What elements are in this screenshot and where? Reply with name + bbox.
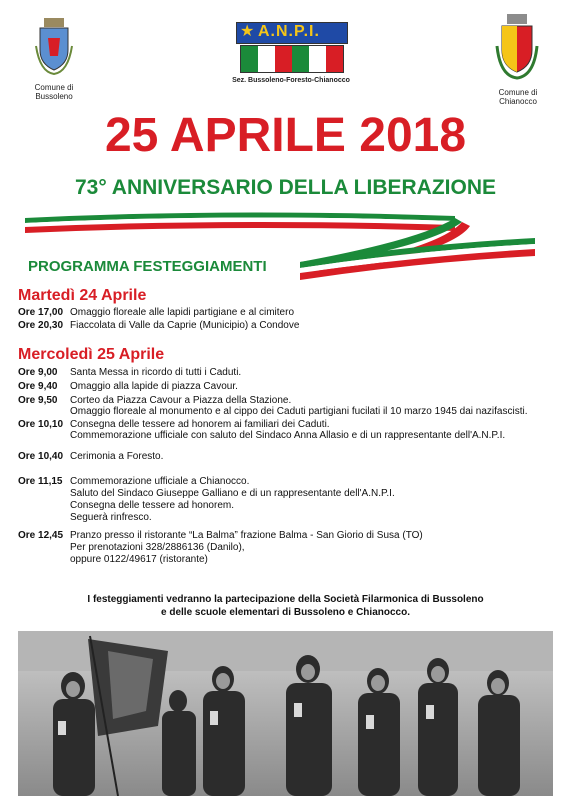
page-title: 25 APRILE 2018	[104, 109, 467, 162]
anpi-logo	[236, 22, 346, 74]
event-text: Pranzo presso il ristorante “La Balma” frazione Balma - San Giorio di Susa (TO)	[70, 530, 423, 541]
anpi-section: Sez. Bussoleno-Foresto-Chianocco	[232, 77, 350, 84]
event-text: Saluto del Sindaco Giuseppe Galliano e di un rappresentante dell'A.N.P.I.	[70, 488, 395, 499]
event-time: Ore 20,30	[18, 320, 64, 331]
left-crest-label-2: Bussoleno	[35, 92, 73, 101]
event-time: Ore 17,00	[18, 307, 64, 318]
event-row	[18, 476, 249, 488]
bussoleno-crest	[34, 16, 74, 80]
event-text: oppure 0122/49617 (ristorante)	[70, 554, 208, 565]
historic-photo	[18, 631, 553, 796]
event-text: Fiaccolata di Valle da Caprie (Municipio) a Condove	[70, 320, 300, 331]
star-icon: ★	[240, 23, 255, 40]
anpi-logo-text: A.N.P.I.	[258, 23, 320, 40]
event-row	[18, 367, 241, 379]
right-crest-label-2: Chianocco	[499, 97, 537, 106]
event-text: Cerimonia a Foresto.	[70, 451, 164, 462]
event-text: Consegna delle tessere ad honorem ai familiari dei Caduti.	[70, 419, 330, 430]
footer-line-2: e delle scuole elementari di Bussoleno e Chianocco.	[161, 607, 410, 618]
event-row	[18, 320, 299, 332]
day-heading-25: Mercoledì 25 Aprile	[18, 346, 165, 363]
event-text: Omaggio alla lapide di piazza Cavour.	[70, 381, 238, 392]
event-text: Commemorazione ufficiale a Chianocco.	[70, 476, 250, 487]
day-heading-24: Martedì 24 Aprile	[18, 287, 147, 304]
page-subtitle: 73° ANNIVERSARIO DELLA LIBERAZIONE	[74, 176, 497, 199]
event-text: Consegna delle tessere ad honorem.	[70, 500, 234, 511]
event-text: Santa Messa in ricordo di tutti i Caduti.	[70, 367, 242, 378]
program-heading: PROGRAMMA FESTEGGIAMENTI	[28, 258, 267, 275]
event-time: Ore 9,50	[18, 395, 58, 406]
chianocco-crest-icon	[494, 12, 540, 84]
left-crest-label-1: Comune di	[34, 83, 74, 92]
event-time: Ore 9,00	[18, 367, 58, 378]
event-text: Omaggio floreale alle lapidi partigiane e al cimitero	[70, 307, 295, 318]
event-text: Per prenotazioni 328/2886136 (Danilo),	[70, 542, 245, 553]
event-text: Seguerà rinfresco.	[70, 512, 152, 523]
event-row	[18, 530, 423, 542]
event-text: Corteo da Piazza Cavour a Piazza della Stazione.	[70, 395, 292, 406]
event-row	[18, 451, 163, 463]
tricolore-ribbon	[0, 200, 571, 290]
event-time: Ore 11,15	[18, 476, 63, 487]
event-time: Ore 10,10	[18, 419, 64, 430]
footer-line-1: I festeggiamenti vedranno la partecipazione della Società Filarmonica di Bussoleno	[87, 594, 484, 605]
event-text: Omaggio floreale al monumento e al cippo dei Caduti partigiani fucilati il 10 marzo 1945 dai nazifascisti.	[70, 406, 528, 417]
event-time: Ore 9,40	[18, 381, 58, 392]
event-time: Ore 12,45	[18, 530, 64, 541]
chianocco-crest	[494, 12, 540, 84]
right-crest-label-1: Comune di	[498, 88, 538, 97]
event-row	[18, 381, 238, 393]
event-text: Commemorazione ufficiale con saluto del Sindaco Anna Allasio e di un rappresentante dell'A.N.P.I.	[70, 430, 506, 441]
event-row	[18, 307, 294, 319]
bussoleno-crest-icon	[34, 16, 74, 80]
event-time: Ore 10,40	[18, 451, 64, 462]
